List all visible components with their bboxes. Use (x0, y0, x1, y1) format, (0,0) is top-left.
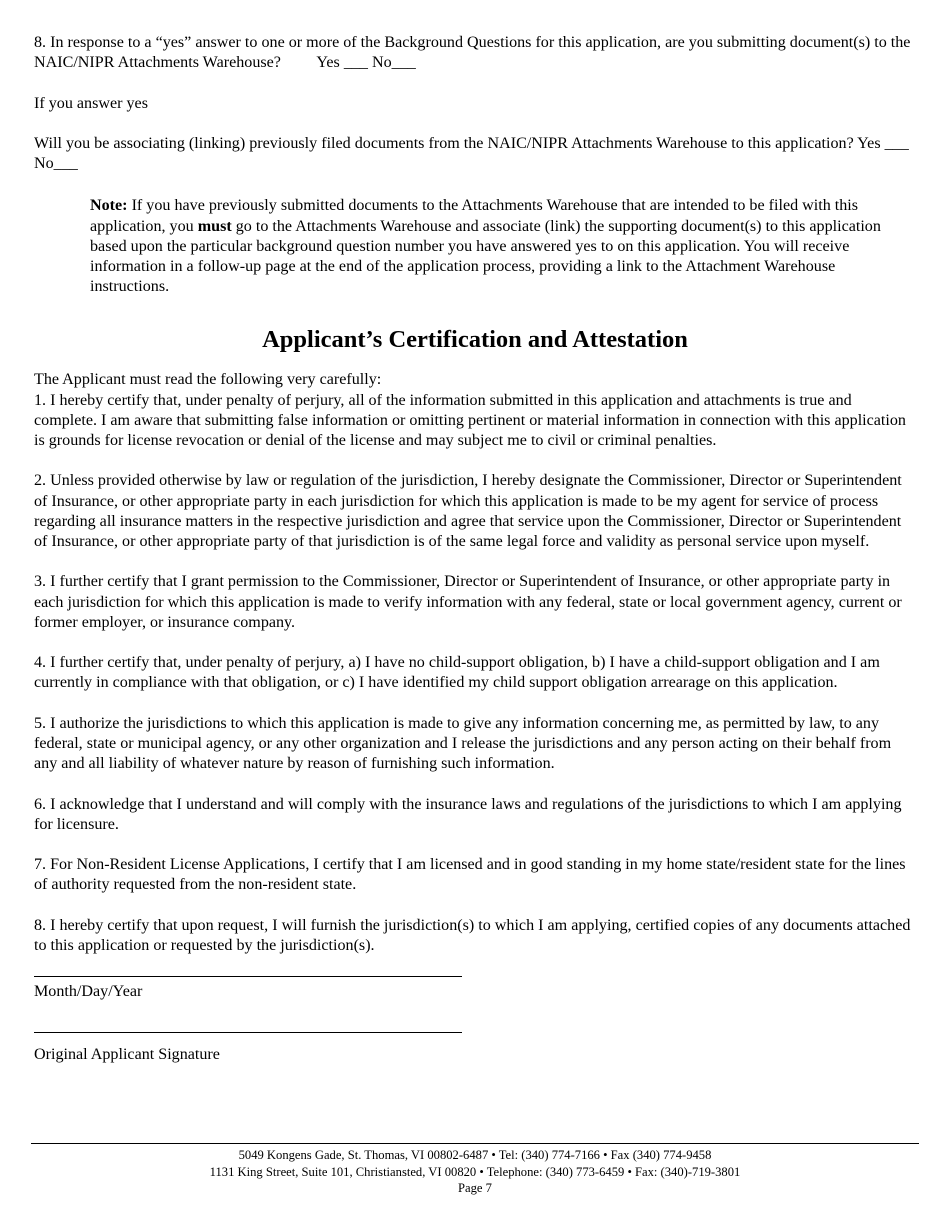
linking-question-yes: Yes ___ (857, 134, 909, 152)
question-8-text: 8. In response to a “yes” answer to one or more of the Background Questions for this application, are you submitting document(s) to the NAIC/NIPR Attachments Warehouse? (34, 34, 911, 72)
footer-st-thomas-address: 5049 Kongens Gade, St. Thomas, VI 00802-6487 • Tel: (340) 774-7166 • Fax (340) 774-9458 (238, 1148, 712, 1162)
question-8-no: No___ (372, 54, 416, 72)
question-8 (34, 33, 916, 73)
certification-item: 7. For Non-Resident License Applications, I certify that I am licensed and in good standing in my home state/resident state for the lines of authority requested from the non-resident state. (34, 856, 906, 894)
certification-item: 4. I further certify that, under penalty of perjury, a) I have no child-support obligation, b) I have a child-support obligation and I am currently in compliance with that obligation, or c) I have identified my child support obligation arrearage on this application. (34, 654, 880, 692)
document-page (34, 33, 916, 1066)
signature-label: Original Applicant Signature (34, 1046, 220, 1064)
certification-item: 8. I hereby certify that upon request, I will furnish the jurisdiction(s) to which I am applying, certified copies of any documents attached to this application or requested by the jurisdiction(s). (34, 916, 911, 954)
question-8-yes: Yes ___ (316, 54, 368, 72)
certification-item: 6. I acknowledge that I understand and will comply with the insurance laws and regulations of the jurisdictions to which I am applying for licensure. (34, 795, 902, 833)
linking-question-text: Will you be associating (linking) previously filed documents from the NAIC/NIPR Attachments Warehouse to this application? (34, 134, 854, 152)
linking-question-no: No___ (34, 155, 78, 173)
date-label: Month/Day/Year (34, 983, 143, 1001)
note-label: Note: (90, 197, 128, 215)
certification-item: 5. I authorize the jurisdictions to which this application is made to give any information concerning me, as permitted by law, to any federal, state or municipal agency, or any other organization and I release the jurisdictions and any person acting on their behalf from any and all liability of whatever nature by reason of furnishing such information. (34, 714, 892, 773)
linking-question (34, 134, 916, 174)
if-yes-label: If you answer yes (34, 94, 148, 112)
certification-item: 3. I further certify that I grant permission to the Commissioner, Director or Superintendent of Insurance, or other appropriate party in each jurisdiction for which this application is made to verify information with any federal, state or local government agency, current or former employer, or insurance company. (34, 573, 902, 631)
page-number: Page 7 (458, 1181, 492, 1195)
footer-christiansted-address: 1131 King Street, Suite 101, Christiansted, VI 00820 • Telephone: (340) 773-6459 • Fax: (340)-719-3801 (209, 1164, 741, 1179)
page-footer (31, 1143, 919, 1197)
certification-item: 1. I hereby certify that, under penalty of perjury, all of the information submitted in this application and attachments is true and complete. I am aware that submitting false information or omitting pertinent or material information in connection with this application is grounds for license revocation or denial of the license and may subject me to civil or criminal penalties. (34, 391, 906, 450)
note-must: must (197, 217, 232, 235)
note-paragraph (90, 196, 916, 297)
certification-item: 2. Unless provided otherwise by law or regulation of the jurisdiction, I hereby designate the Commissioner, Director or Superintendent of Insurance, or other appropriate party in each jurisdiction for which this application is made to be my agent for service of process regarding all insurance matters in the respective jurisdiction and agree that service upon the Commissioner, Director or Superintendent of Insurance, or other appropriate party of that jurisdiction is of the same legal force and validity as personal service upon myself. (34, 472, 902, 551)
applicant-signature-line[interactable] (34, 1032, 462, 1033)
certification-intro: The Applicant must read the following very carefully: (34, 371, 382, 389)
note-text-part2: go to the Attachments Warehouse and associate (link) the supporting document(s) to this application based upon the particular background question number you have answered yes to on this application. You will receive information in a follow-up page at the end of the application process, providing a link to the Attachment Warehouse instructions. (90, 217, 881, 296)
certification-title: Applicant’s Certification and Attestation (262, 326, 688, 354)
date-signature-line[interactable] (34, 976, 462, 977)
note-text-part1: If you have previously submitted documents to the Attachments Warehouse that are intended to be filed with this application, you (90, 197, 859, 235)
